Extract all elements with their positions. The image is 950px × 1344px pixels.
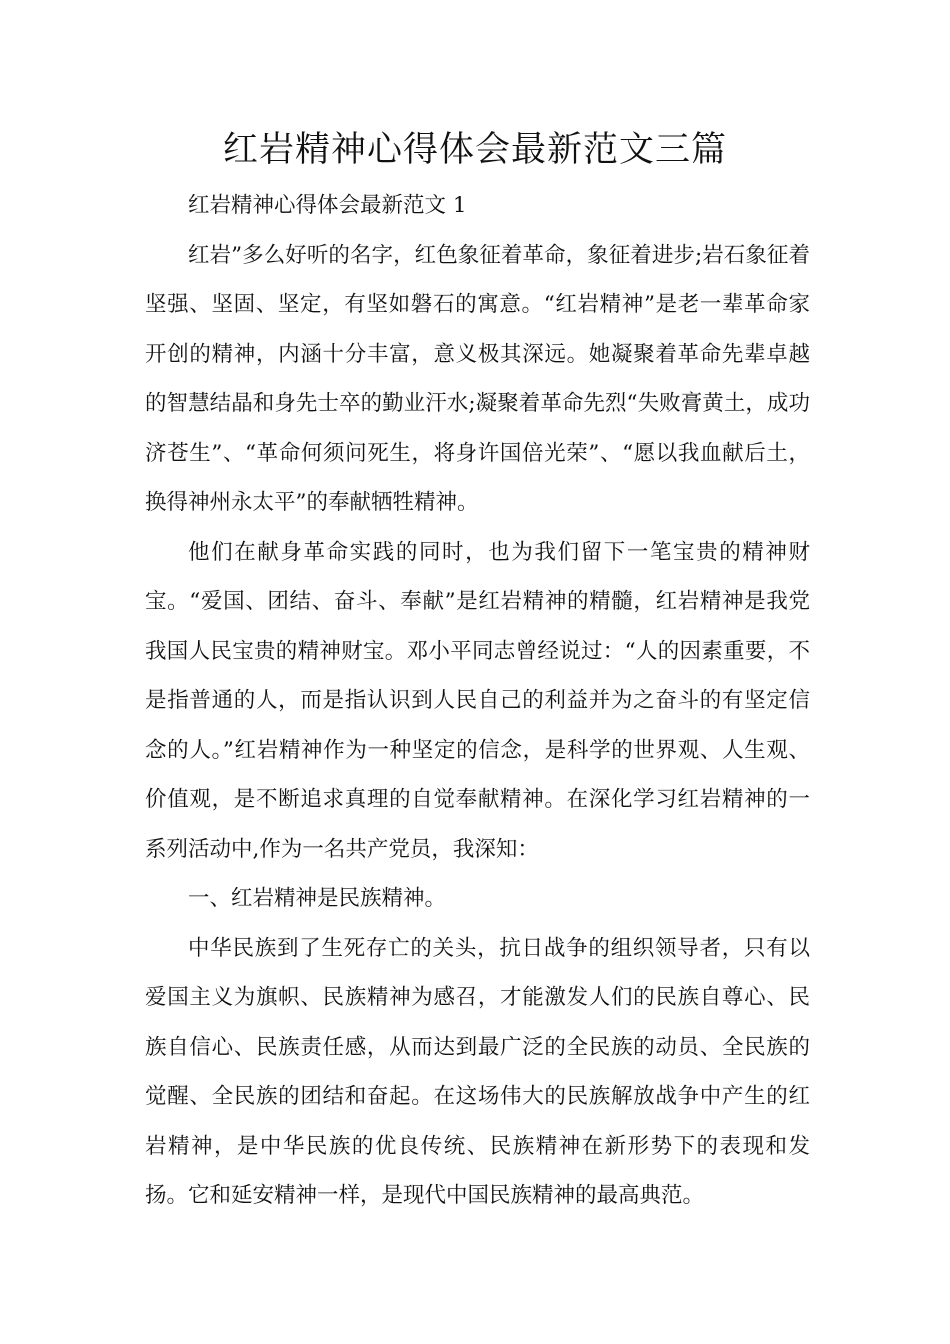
paragraph: 红岩”多么好听的名字，红色象征着革命，象征着进步;岩石象征着坚强、坚固、坚定，有坚如磐石的寓意。“红岩精神”是老一辈革命家开创的精神，内涵十分丰富，意义极其深远。她凝聚着革命先辈卓越的智慧结晶和身先士卒的勤业汗水;凝聚着革命先烈“失败膏黄土，成功济苍生”、“革命何须问死生，将身许国倍光荣”、“愿以我血献后土，换得神州永太平”的奉献牺牲精神。 <box>145 242 810 515</box>
page-title: 红岩精神心得体会最新范文三篇 <box>222 130 727 170</box>
paragraph: 他们在献身革命实践的同时，也为我们留下一笔宝贵的精神财宝。“爱国、团结、奋斗、奉献”是红岩精神的精髓，红岩精神是我党我国人民宝贵的精神财宝。邓小平同志曾经说过：“人的因素重要，不是指普通的人，而是指认识到人民自己的利益并为之奋斗的有坚定信念的人。”红岩精神作为一种坚定的信念，是科学的世界观、人生观、价值观，是不断追求真理的自觉奉献精神。在深化学习红岩精神的一系列活动中,作为一名共产党员，我深知： <box>145 539 810 862</box>
paragraph: 中华民族到了生死存亡的关头，抗日战争的组织领导者，只有以爱国主义为旗帜、民族精神为感召，才能激发人们的民族自尊心、民族自信心、民族责任感，从而达到最广泛的全民族的动员、全民族的觉醒、全民族的团结和奋起。在这场伟大的民族解放战争中产生的红岩精神，是中华民族的优良传统、民族精神在新形势下的表现和发扬。它和延安精神一样，是现代中国民族精神的最高典范。 <box>145 935 810 1208</box>
section-subtitle: 红岩精神心得体会最新范文 1 <box>188 193 467 218</box>
document-body <box>145 181 810 1221</box>
section-heading: 一、红岩精神是民族精神。 <box>188 886 447 911</box>
